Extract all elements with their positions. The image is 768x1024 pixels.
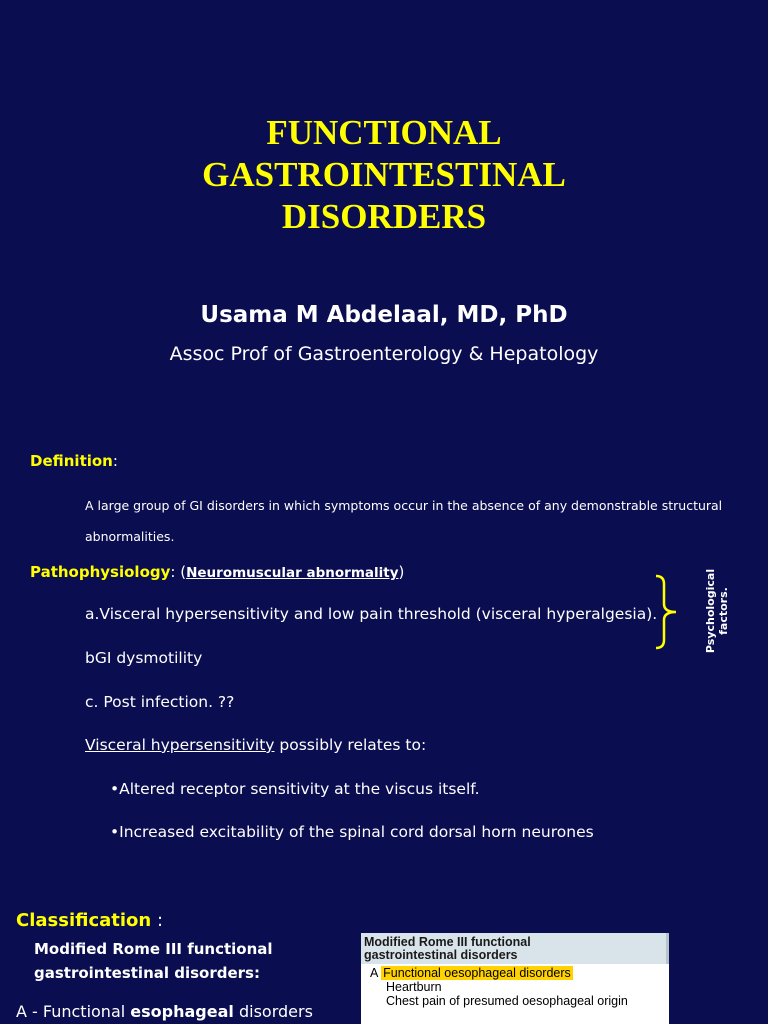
table-row-a <box>370 966 665 980</box>
rome-table-body <box>361 964 669 1008</box>
pathophysiology-close: ) <box>398 563 405 581</box>
table-row-a-text: Functional oesophageal disorders <box>383 966 571 980</box>
patho-item-c: c. Post infection. ?? <box>85 693 235 711</box>
category-a-bold: esophageal <box>130 1002 234 1021</box>
title-line-1: FUNCTIONAL <box>266 113 502 152</box>
hypersensitivity-rest: possibly relates to: <box>274 736 427 754</box>
definition-heading <box>30 452 118 470</box>
pathophysiology-colon: : ( <box>170 563 187 581</box>
title-line-3: DISORDERS <box>281 197 487 236</box>
table-row-a-letter: A <box>370 966 378 980</box>
category-a-prefix: A - Functional <box>16 1002 131 1021</box>
category-a <box>16 1002 313 1021</box>
definition-colon: : <box>112 452 118 470</box>
rome-line-1: Modified Rome III functional <box>34 940 273 958</box>
classification-label: Classification <box>16 910 152 931</box>
title-line-2: GASTROINTESTINAL <box>202 155 566 194</box>
patho-item-a: a.Visceral hypersensitivity and low pain threshold (visceral hyperalgesia). <box>85 605 658 623</box>
rome-table-image <box>361 933 669 1024</box>
rome-table-header <box>361 933 669 964</box>
psych-line-1: Psychological <box>704 568 717 654</box>
psychological-note <box>672 568 752 654</box>
author-name: Usama M Abdelaal, MD, PhD <box>200 302 568 328</box>
patho-item-b: bGI dysmotility <box>85 649 203 667</box>
pathophysiology-sublabel: Neuromuscular abnormality <box>186 565 399 581</box>
hypersensitivity-term: Visceral hypersensitivity <box>85 736 275 754</box>
table-header-line-2: gastrointestinal disorders <box>364 948 518 962</box>
pathophysiology-heading <box>30 563 404 581</box>
rome-iii-heading <box>34 937 273 985</box>
table-row-chest-pain: Chest pain of presumed oesophageal origin <box>386 994 628 1008</box>
pathophysiology-label: Pathophysiology <box>30 563 171 581</box>
category-a-suffix: disorders <box>233 1002 313 1021</box>
psych-line-2: factors. <box>717 587 730 635</box>
bullet-spinal-cord: •Increased excitability of the spinal cord dorsal horn neurones <box>110 823 594 841</box>
table-header-line-1: Modified Rome III functional <box>364 935 531 949</box>
rome-line-2: gastrointestinal disorders: <box>34 964 260 982</box>
author-affiliation: Assoc Prof of Gastroenterology & Hepatology <box>169 343 599 365</box>
classification-colon: : <box>151 910 164 931</box>
classification-heading <box>16 910 163 931</box>
bullet-altered-receptor: •Altered receptor sensitivity at the viscus itself. <box>110 780 480 798</box>
definition-text: A large group of GI disorders in which symptoms occur in the absence of any demonstrable structural abnormalities. <box>85 498 723 544</box>
definition-label: Definition <box>30 452 113 470</box>
table-row-heartburn: Heartburn <box>386 980 442 994</box>
slide-title <box>0 112 768 238</box>
hypersensitivity-relates <box>85 736 426 754</box>
